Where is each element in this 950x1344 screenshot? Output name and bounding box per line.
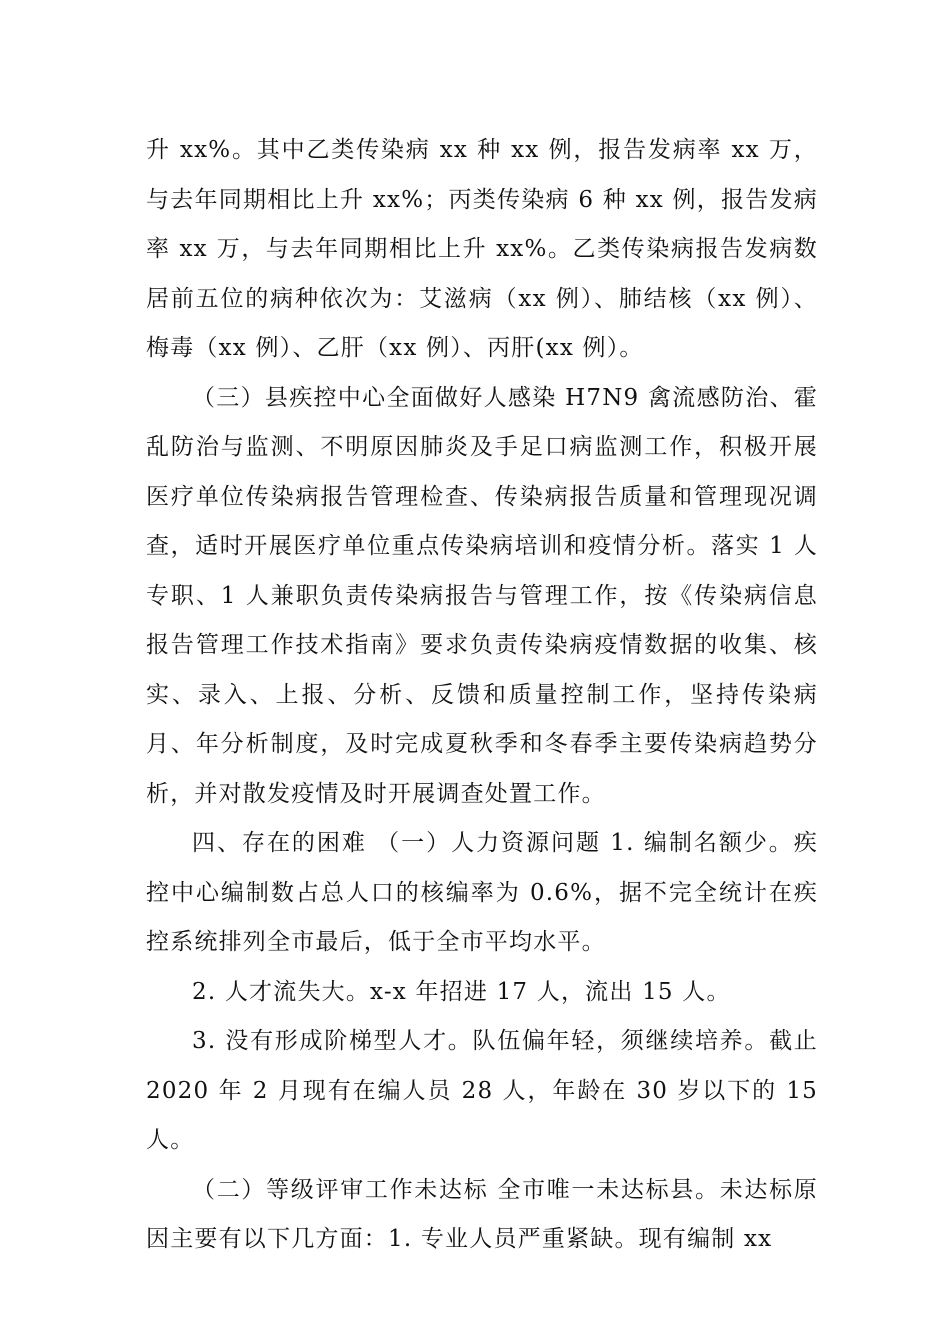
paragraph-difficulties-staffing: 四、存在的困难 （一）人力资源问题 1. 编制名额少。疾控中心编制数占总人口的核编率为 0.6%，据不完全统计在疾控系统排列全市最后，低于全市平均水平。 <box>146 830 818 955</box>
paragraph-incidence-summary: 升 xx%。其中乙类传染病 xx 种 xx 例，报告发病率 xx 万，与去年同期相比上升 xx%；丙类传染病 6 种 xx 例，报告发病率 xx 万，与去年同期相比上升 xx%。乙类传染病报告发病数居前五位的病种依次为：艾滋病（xx 例）、肺结核（xx 例）、梅毒（xx 例）、乙肝（xx 例）、丙肝(xx 例）。 <box>146 137 818 361</box>
paragraph-talent-structure: 3. 没有形成阶梯型人才。队伍偏年轻，须继续培养。截止 2020 年 2 月现有在编人员 28 人，年龄在 30 岁以下的 15 人。 <box>146 1028 818 1153</box>
paragraph-grading-review: （二）等级评审工作未达标 全市唯一未达标县。未达标原因主要有以下几方面：1. 专业人员严重紧缺。现有编制 xx <box>146 1176 818 1252</box>
document-body <box>146 126 818 1265</box>
paragraph-talent-loss: 2. 人才流失大。x-x 年招进 17 人，流出 15 人。 <box>192 978 731 1005</box>
paragraph-cdc-work: （三）县疾控中心全面做好人感染 H7N9 禽流感防治、霍乱防治与监测、不明原因肺炎及手足口病监测工作，积极开展医疗单位传染病报告管理检查、传染病报告质量和管理现况调查，适时开展医疗单位重点传染病培训和疫情分析。落实 1 人专职、1 人兼职负责传染病报告与管理工作，按《传染病信息报告管理工作技术指南》要求负责传染病疫情数据的收集、核实、录入、上报、分析、反馈和质量控制工作，坚持传染病月、年分析制度，及时完成夏秋季和冬春季主要传染病趋势分析，并对散发疫情及时开展调查处置工作。 <box>146 384 818 807</box>
